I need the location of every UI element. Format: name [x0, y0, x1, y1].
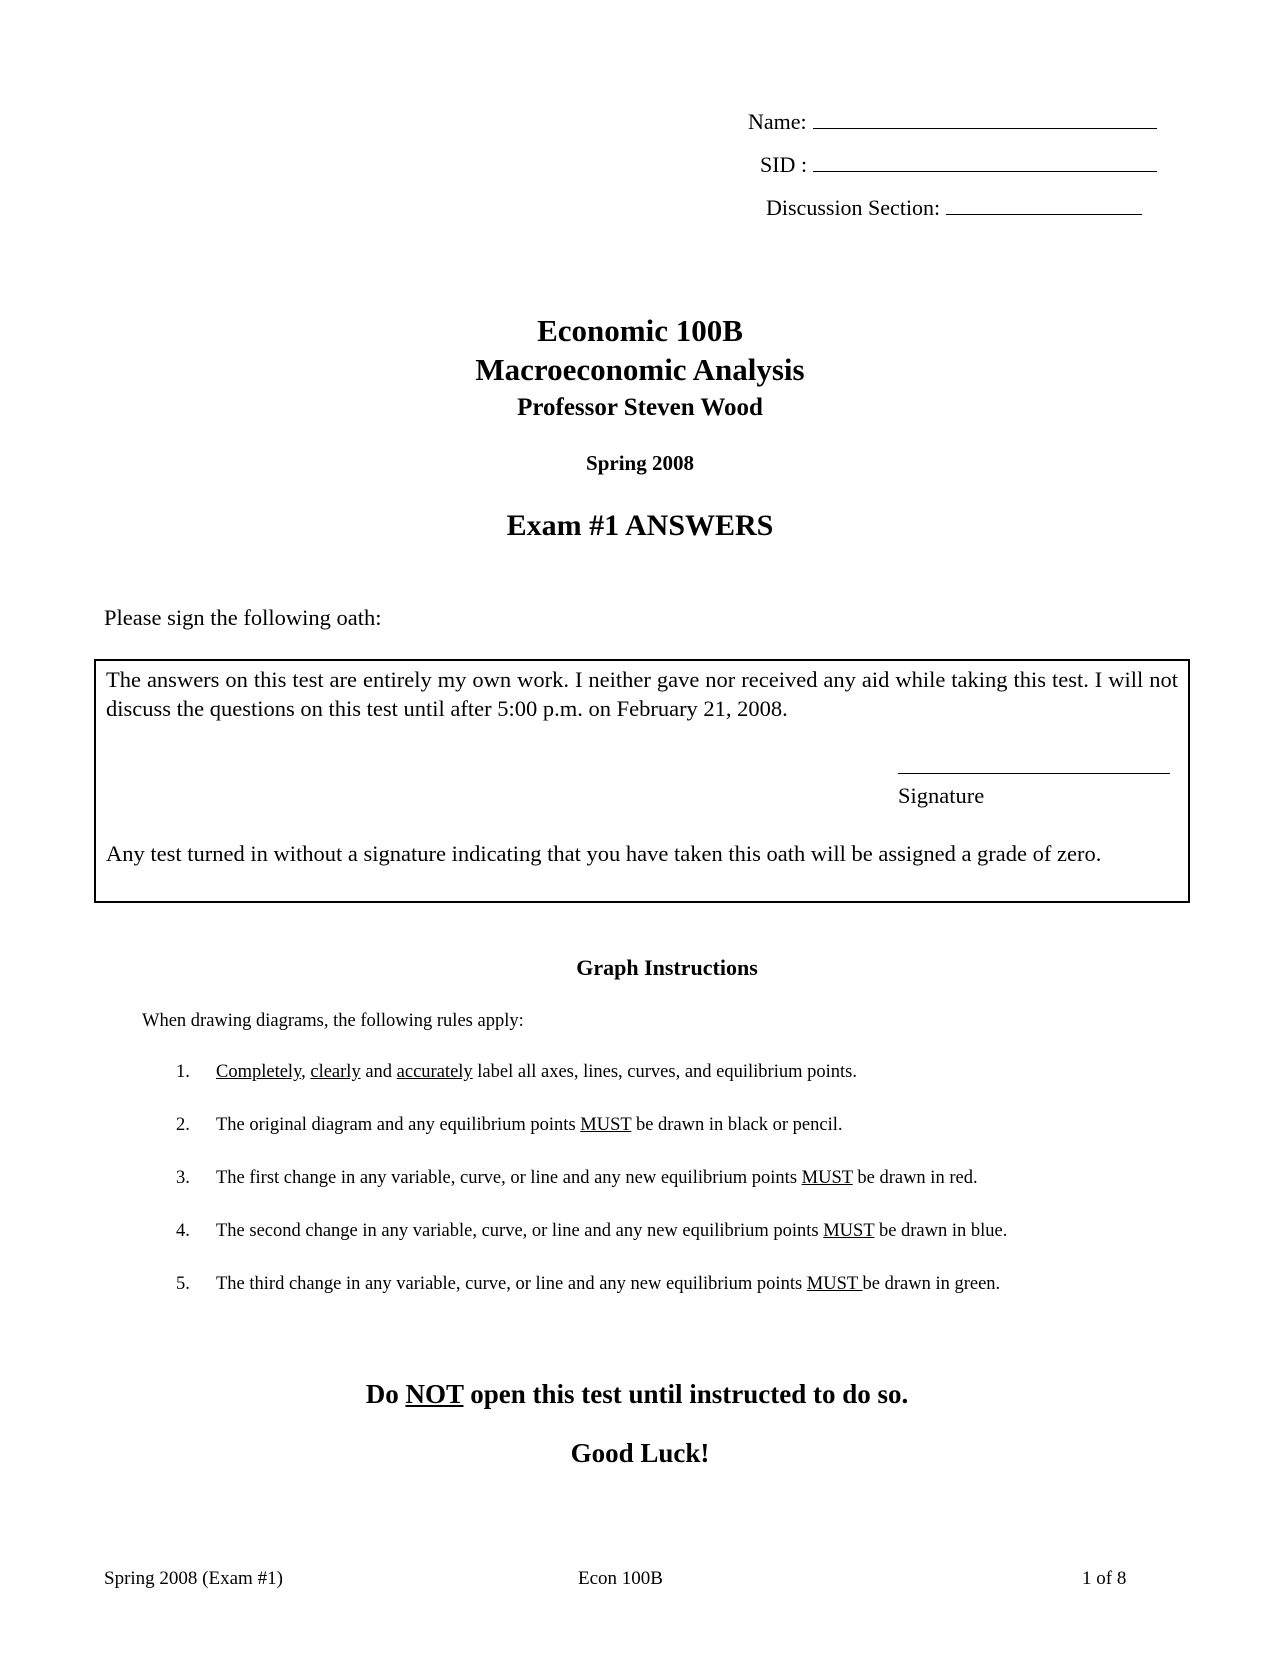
notice-text: open this test until instructed to do so.: [463, 1379, 909, 1409]
rule-text: The second change in any variable, curve, or line and any new equilibrium points: [216, 1221, 824, 1241]
rule-text: The third change in any variable, curve, or line and any new equilibrium points: [216, 1274, 807, 1294]
professor-name: Professor Steven Wood: [517, 394, 763, 421]
rule-must: MUST: [801, 1168, 853, 1188]
rule-item: [176, 1061, 857, 1083]
footer-right: 1 of 8: [1082, 1568, 1127, 1589]
footer-left: Spring 2008 (Exam #1): [104, 1568, 283, 1589]
rule-text: The first change in any variable, curve, or line and any new equilibrium points: [216, 1168, 802, 1188]
oath-warning: Any test turned in without a signature indicating that you have taken this oath will be assigned a grade of zero.: [106, 841, 1102, 866]
name-field: [748, 108, 1157, 135]
rule-item: [176, 1114, 842, 1136]
signature-label: Signature: [898, 783, 985, 808]
oath-box: [94, 659, 1190, 903]
rule-must: MUST: [823, 1221, 875, 1241]
good-luck: Good Luck!: [570, 1438, 710, 1468]
course-title: Economic 100B: [537, 313, 743, 348]
rule-number: 2.: [176, 1115, 190, 1135]
rule-text: The original diagram and any equilibrium points: [216, 1115, 581, 1135]
rule-item: [176, 1220, 1007, 1242]
name-label: Name:: [748, 109, 807, 134]
name-blank[interactable]: [813, 108, 1157, 129]
rule-text: be drawn in red.: [852, 1168, 978, 1188]
graph-instructions-intro: When drawing diagrams, the following rules apply:: [142, 1011, 524, 1031]
do-not-open-notice: [0, 1378, 1277, 1410]
rule-word-completely: Completely: [216, 1062, 302, 1082]
sid-label: SID :: [760, 152, 808, 177]
rule-item: [176, 1273, 1000, 1295]
oath-statement: The answers on this test are entirely my own work. I neither gave nor received any aid while taking this test. I will not discuss the questions on this test until after 5:00 p.m. on February 21, 2008.: [106, 667, 1178, 721]
notice-not: NOT: [405, 1379, 464, 1409]
sid-field: [760, 151, 1157, 178]
rule-text: and: [360, 1062, 397, 1082]
rule-item: [176, 1167, 978, 1189]
rule-number: 3.: [176, 1168, 190, 1188]
oath-prompt: Please sign the following oath:: [104, 605, 382, 630]
rule-must: MUST: [806, 1274, 863, 1294]
rule-word-clearly: clearly: [310, 1062, 361, 1082]
sid-blank[interactable]: [813, 151, 1157, 172]
rule-text: be drawn in blue.: [874, 1221, 1008, 1241]
rule-text: ,: [301, 1062, 311, 1082]
discussion-field: [766, 194, 1142, 221]
discussion-blank[interactable]: [946, 194, 1142, 215]
graph-instructions-heading: Graph Instructions: [576, 955, 758, 980]
exam-title: Exam #1 ANSWERS: [506, 509, 774, 542]
rule-text: be drawn in black or pencil.: [631, 1115, 843, 1135]
rule-text: be drawn in green.: [862, 1274, 1001, 1294]
rule-must: MUST: [580, 1115, 632, 1135]
subject-title: Macroeconomic Analysis: [475, 352, 805, 387]
rule-number: 1.: [176, 1062, 190, 1082]
term: Spring 2008: [586, 451, 694, 475]
signature-line[interactable]: [898, 773, 1170, 774]
rule-text: label all axes, lines, curves, and equilibrium points.: [472, 1062, 857, 1082]
rule-word-accurately: accurately: [396, 1062, 473, 1082]
discussion-label: Discussion Section:: [766, 195, 941, 220]
rule-number: 4.: [176, 1221, 190, 1241]
notice-text: Do: [365, 1379, 406, 1409]
rule-number: 5.: [176, 1274, 190, 1294]
footer-center: Econ 100B: [578, 1568, 663, 1589]
